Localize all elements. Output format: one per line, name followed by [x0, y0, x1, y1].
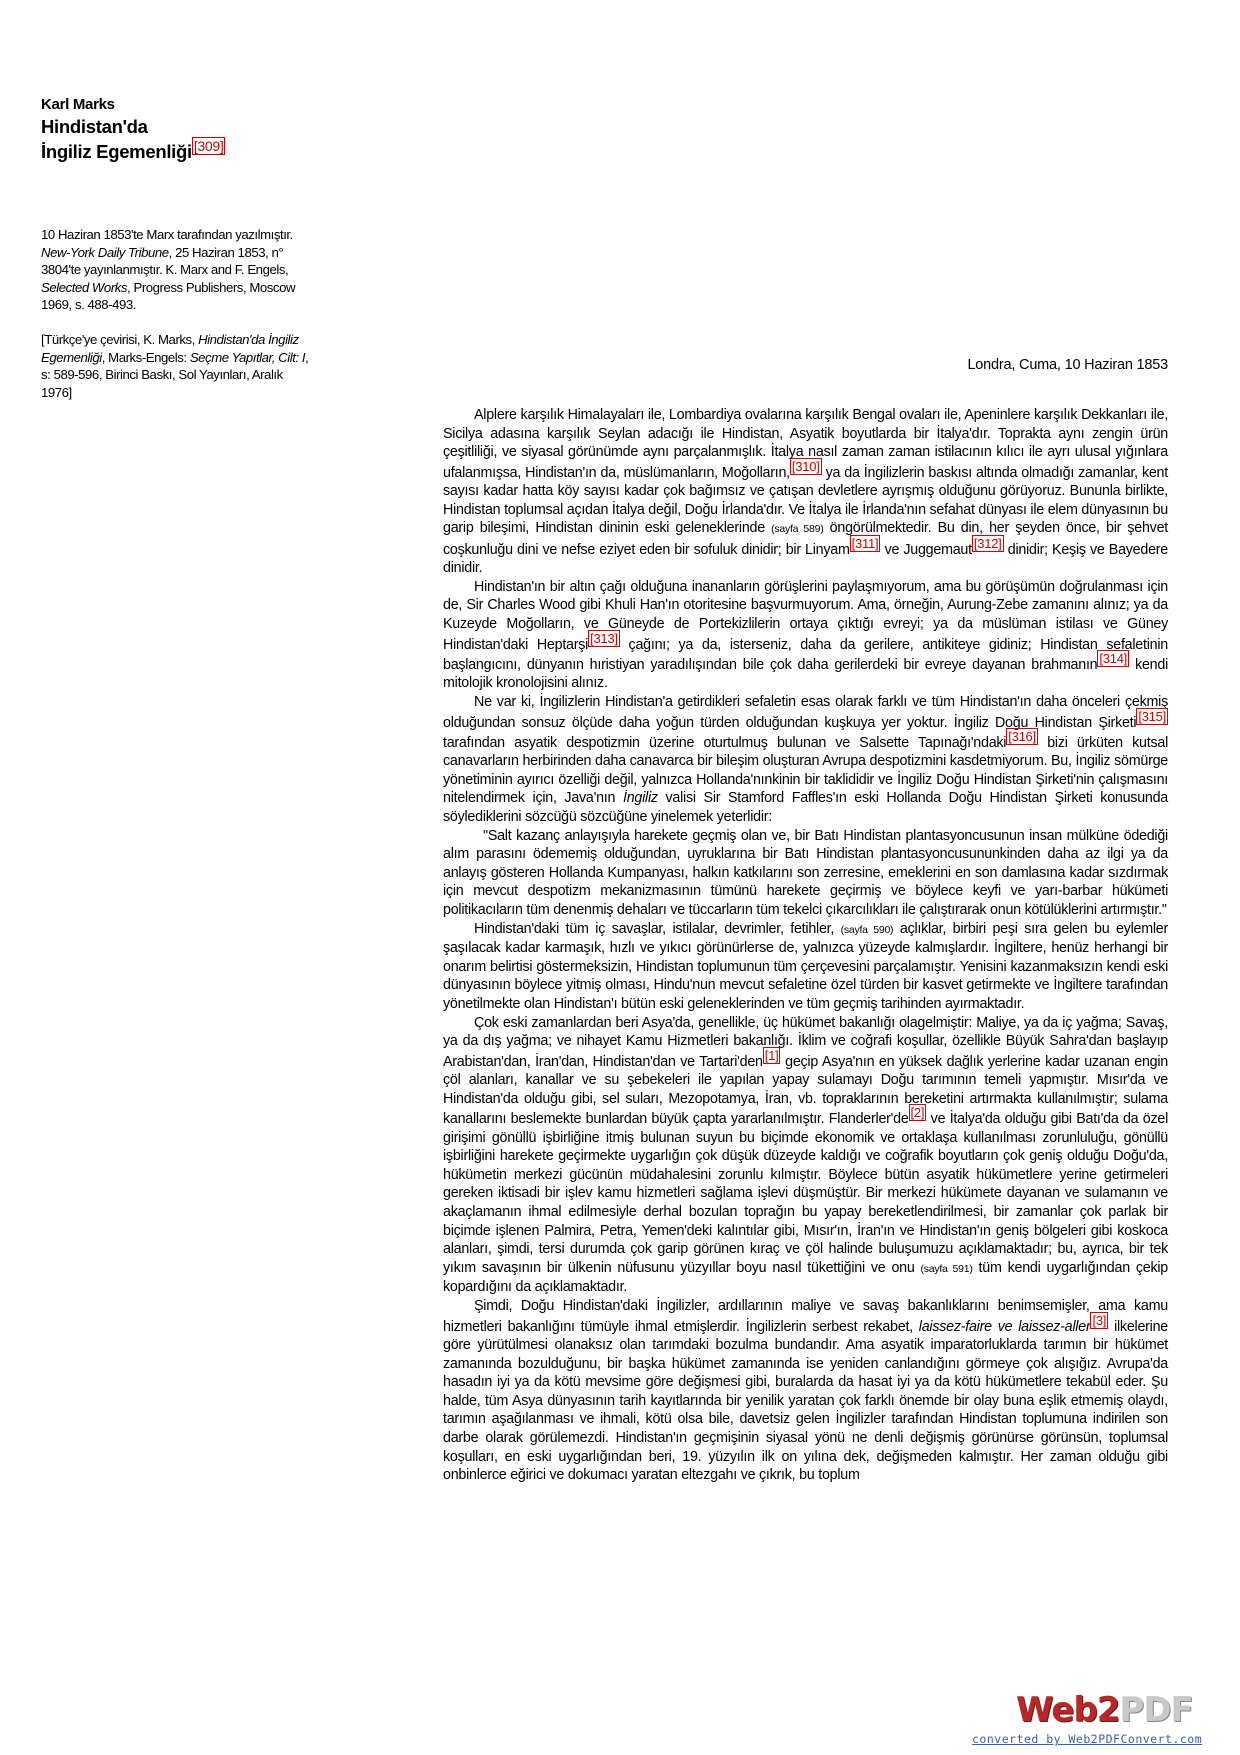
block-quote: "Salt kazanç anlayışıyla harekete geçmiş olan ve, bir Batı Hindistan plantasyoncusunun insan mülküne ödediği alım parasını ödememiş olduğundan, uyruklarına bir Batı Hindistan plantasyoncusununkinden daha az ilgi ya da anlayış gösteren Hollanda Kumpanyası, halkın katkılarını son zerresine, emeklerini en son damlasına kadar sızdırmak için mevcut despotizm mekanizmasının tümünü harekete geçirmiş ve böylece keyfi ve yarı-barbar hükümeti politikacıların tüm denenmiş dehaları ve tüccarların tüm tekelci çıkarcılıkları ile çalıştırarak onun kötülüklerini artırmıştır.": [443, 827, 1168, 919]
paragraph-6: Şimdi, Doğu Hindistan'daki İngilizler, ardıllarının maliye ve savaş bakanlıklarını benimsemişler, ama kamu hizmetleri bakanlığını tümüyle ihmal etmişlerdir. İngilizlerin serbest rekabet, laissez-faire ve laissez-aller [3] ilkelerine göre yürütülmesi olanaksız olan tarımdaki bozulma bundandır. Ama asyatik imparatorluklarda tarımın bir hükümet zamanında bozulduğunu, bir başka hükümet zamanında ise yeniden canlandığını görmeye çok alışığız. Avrupa'da hasadın iyi ya da kötü mevsime göre değişmesi gibi, buralarda da hasat iyi ya da kötü hükümetlere tekabül eder. Şu halde, tüm Asya dünyasının tarih kayıtlarında bir yenilik yaratan çok farklı önemde bir olay buna eşlik etmemiş olaydı, tarımın aşağılanması ve ihmali, kötü olsa bile, davetsiz gelen İngilizler tarafından Hindistan toplumuna indirilen son darbe olarak görülemezdi. Hindistan'ın geçmişinin siyasal yönü ne denli değişmiş görünürse görünsün, toplumsal koşulları, en eski uygarlığından beri, 19. yüzyılın ilk on yılına dek, değişmeden kalmıştır. Her zaman olduğu gibi onbinlerce eğirici ve dokumacı yaratan eltezgahı ve çıkrık, bu toplum: [443, 1298, 1168, 1484]
title-line-1: Hindistan'da: [41, 116, 148, 137]
dateline: Londra, Cuma, 10 Haziran 1853: [967, 357, 1168, 373]
paragraph-3: Ne var ki, İngilizlerin Hindistan'a getirdikleri sefaletin esas olarak farklı ve tüm Hindistan'ın daha önceleri çekmiş olduğundan sonsuz ölçüde daha yoğun türden olduğundan kuşkuya yer yoktur. İngiliz Doğu Hindistan Şirketi [315] tarafından asyatik despotizmin üzerine oturtulmuş bulunan ve Salsette Tapınağı'ndaki [316] bizi ürküten kutsal canavarların herbirinden daha canavarca bir bileşim oluşturan Avrupa despotizmini kasdetmiyorum. Bu, İngiliz sömürge yönetiminin ayırıcı özelliği değil, yalnızca Hollanda'nınkinin bir taklididir ve İngiliz Doğu Hindistan Şirketi'nin çalışmasını nitelendirmek için, Java'nın İngiliz valisi Sir Stamford Faffles'ın eski Hollanda Doğu Hindistan Şirketi konusunda söylediklerini sözcüğü sözcüğüne yinelemek yeterlidir:: [443, 693, 1169, 826]
logo-brand-b: PDF: [1119, 1690, 1193, 1730]
footnote-link-314[interactable]: [314]: [1099, 651, 1128, 667]
footnote-link-310[interactable]: [310]: [791, 458, 820, 474]
page-marker: (sayfa 590): [840, 923, 894, 936]
web2pdf-logo: [1016, 1690, 1193, 1732]
logo-brand-a: Web2: [1016, 1690, 1120, 1730]
footnote-link-311[interactable]: [311]: [851, 535, 879, 551]
converter-link[interactable]: converted by Web2PDFConvert.com: [972, 1732, 1203, 1746]
title-line-2: [41, 139, 401, 164]
footnote-link-313[interactable]: [313]: [590, 630, 618, 646]
paragraph-5: Çok eski zamanlardan beri Asya'da, genellikle, üç hükümet bakanlığı olagelmiştir: Maliye, ya da iç yağma; Savaş, ya da dış yağma; ve nihayet Kamu Hizmetleri bakanlığı. İklim ve coğrafi koşullar, özellikle Büyük Sahra'dan başlayıp Arabistan'dan, İran'dan, Hindistan'dan ve Tartari'den [1] geçip Asya'nın en yüksek dağlık yerlerine kadar uzanan engin çöl alanları, kanallar ve su şebekeleri ile yapılan yapay sulamayı Doğu tarımının temeli yapmıştır. Mısır'da ve Hindistan'da olduğu gibi, sel suları, Mezopotamya, İran, vb. topraklarının bereketini artırmakta kullanılmıştır; sulama kanallarını beslemekte bunlardan büyük çapta yararlanılmıştır. Flanderler'de [2] ve İtalya'da olduğu gibi Batı'da da özel girişimi gönüllü işbirliğine itmiş bulunan suyun bu biçimde ekonomik ve ortaklaşa kullanılması zorunluluğu, gönüllü işbirliğini harekete geçirmekte uygarlığın çok düşük düzeyde kaldığı ve coğrafik boyutların çok geniş olduğu Doğu'da, hükümetin merkezi gücünün müdahalesini zorunlu kılmıştır. Böylece bütün asyatik hükümetlere yerine getirmeleri gereken iktisadi bir işlev kamu hizmetleri sağlama işlevi düşmüştür. Bir merkezi hükümete dayanan ve sulamanın ve akaçlamanın ihmal edilmesiyle derhal bozulan toprağın bu yapay bereketlendirilmesi, bir zamanlar çok parlak bir biçimde işlenen Palmira, Petra, Yemen'deki kalıntılar gibi, Mısır'ın, İran'ın ve Hindistan'ın geniş bölgeleri gibi koskoca alanları, şimdi, tersi durumda çok garip görünen kıraç ve çöl halinde buluşumuzu açıklamaktadır; bu, ayrıca, bir tek yıkım savaşının bir ülkenin nüfusunu yüzyıllar boyu nasıl tükettiğini ve onu (sayfa 591) tüm kendi uygarlığından çekip kopardığını da açıklamaktadır.: [443, 1014, 1169, 1296]
footnote-link-312[interactable]: [312]: [973, 535, 1002, 551]
footnote-link-2[interactable]: [2]: [910, 1105, 925, 1121]
source-metadata: [41, 226, 311, 401]
author-name: Karl Marks: [41, 96, 115, 113]
footnote-link-309[interactable]: [309]: [193, 137, 224, 154]
paragraph-2: Hindistan'ın bir altın çağı olduğuna inananların görüşlerini paylaşmıyorum, ama bu görüşümün doğrulanması için de, Sir Charles Wood gibi Khuli Han'ın otoritesine başvurmuyorum. Ama, örneğin, Aurung-Zebe zamanını alınız; ya da Kuzeyde Moğolların, ve Güneyde de Portekizlilerin ortaya çıktığı evreyi; ya da müslüman istilası ve Güney Hindistan'daki Heptarşi [313] çağını; ya da, isterseniz, daha da gerilere, antikiteye gidiniz; Hindistan sefaletinin başlangıcını, dünyanın hıristiyan yaradılışından bile çok daha gerilerdeki bir evreye dayanan brahmanın [314] kendi mitolojik kronolojisini alınız.: [443, 578, 1168, 692]
translation-note: [Türkçe'ye çevirisi, K. Marks, Hindistan'da İngiliz Egemenliği, Marks-Engels: Seçme Yapıtlar, Cilt: I, s: 589-596, Birinci Baskı, Sol Yayınları, Aralık 1976]: [41, 331, 309, 400]
footnote-link-316[interactable]: [316]: [1008, 728, 1036, 744]
article-body: [443, 406, 1168, 1485]
title-text: İngiliz Egemenliği: [41, 141, 192, 162]
publication-note: 10 Haziran 1853'te Marx tarafından yazılmıştır. New-York Daily Tribune, 25 Haziran 1853, n° 3804'te yayınlanmıştır. K. Marx and F. Engels, Selected Works, Progress Publishers, Moscow 1969, s. 488-493.: [41, 227, 296, 313]
page-marker: (sayfa 589): [771, 523, 824, 536]
footnote-link-315[interactable]: [315]: [1138, 708, 1166, 724]
newspaper-title: New-York Daily Tribune: [41, 244, 169, 260]
footnote-link-3[interactable]: [3]: [1092, 1312, 1107, 1328]
paragraph-4: Hindistan'daki tüm iç savaşlar, istilalar, devrimler, fetihler, (sayfa 590) açlıklar, birbiri peşi sıra gelen bu eylemler şaşılacak kadar karmaşık, hızlı ve yıkıcı görünürlerse de, yalnızca yüzeyde kalmışlardır. İngiltere, henüz herhangi bir onarım belirtisi göstermeksizin, Hindistan toplumunun tüm çerçevesini parçalamıştır. Yenisini kazanmaksızın kendi eski dünyasının böylece yitmiş olması, Hindu'nun mevcut sefaletine özel türden bir kasvet getirmekte ve İngiltere tarafından yönetilmekte olan Hindistan'ı bütün eski geleneklerinden ve tüm geçmiş tarihinden ayırmaktadır.: [443, 920, 1168, 1012]
document-header: [41, 96, 401, 164]
footnote-link-1[interactable]: [1]: [764, 1047, 779, 1063]
paragraph-1: Alplere karşılık Himalayaları ile, Lombardiya ovalarına karşılık Bengal ovaları ile, Apeninlere karşılık Dekkanları ile, Sicilya adasına karşılık Seylan adacığı ile Hindistan, Asyatik boyutlarda bir İtalya'dır. Toprakta aynı zengin ürün çeşitliliği, ve siyasal görünümde aynı parçalanmışlık. İtalya nasıl zaman zaman istilacının kılıcı ile ayrı ulusal yığınlara ufalanmışsa, Hindistan'ın da, müslümanların, Moğolların, [310] ya da İngilizlerin baskısı altında olmadığı zamanlar, kent sayısı kadar hatta köy sayısı kadar çok bağımsız ve çatışan devletlere ayrışmış olduğunu görüyoruz. Bununla birlikte, Hindistan toplumsal açıdan İtalya değil, Doğu İrlanda'dır. Ve İtalya ile İrlanda'nın sefahat dünyası ile elem dünyasının bu garip bileşimi, Hindistan dininin eski geleneklerinde (sayfa 589) öngörülmektedir. Bu din, her şeyden önce, bir şehvet coşkunluğu dini ve nefse eziyet eden bir sofuluk dinidir; bir Linyam [311] ve Juggemaut [312] dinidir; Keşiş ve Bayedere dinidir.: [443, 407, 1168, 577]
book-title: Selected Works: [41, 279, 128, 295]
page-marker: (sayfa 591): [920, 1262, 973, 1275]
